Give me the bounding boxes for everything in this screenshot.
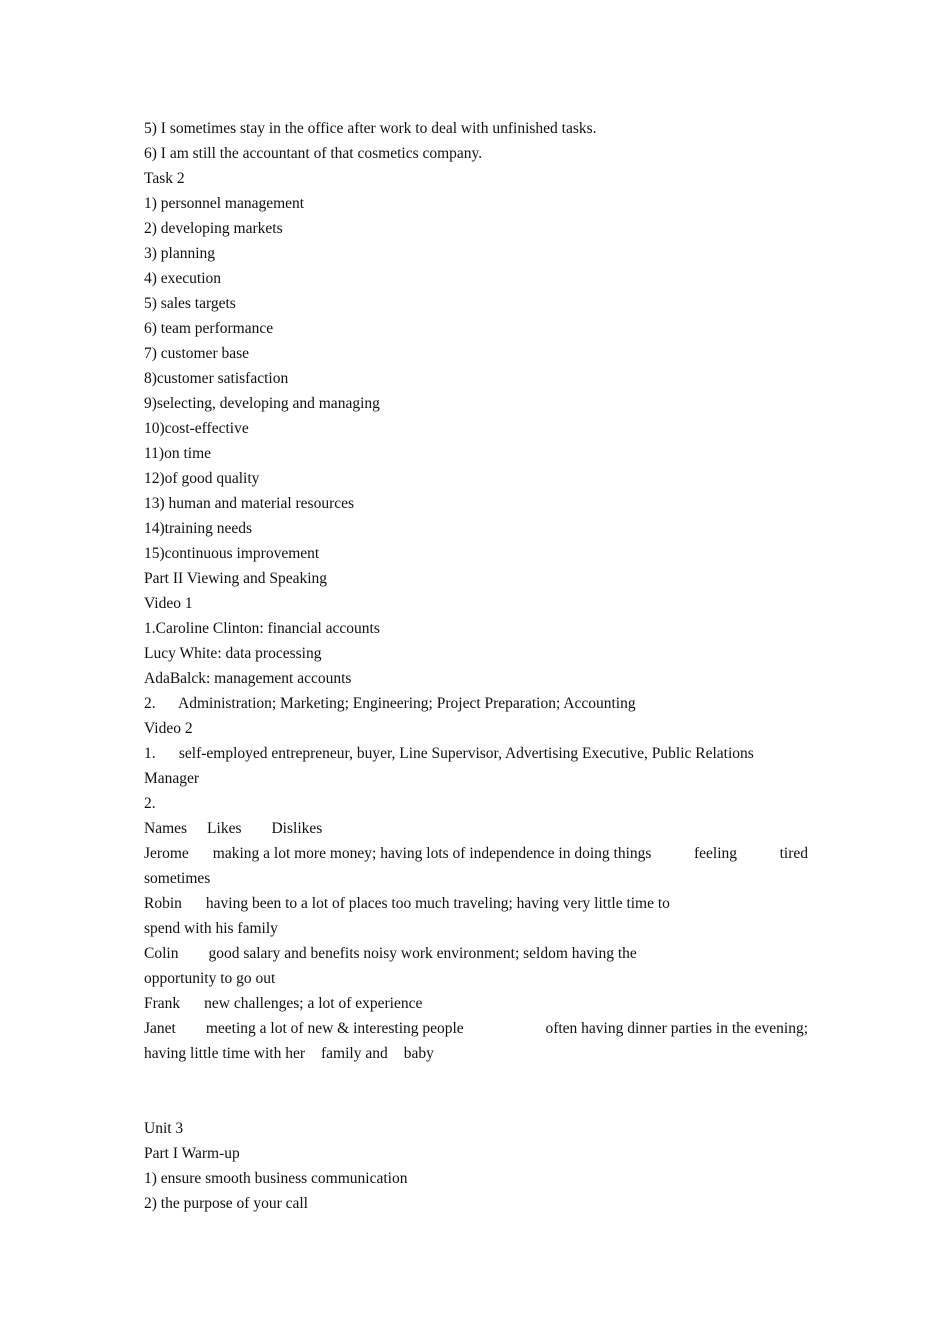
text-line: 10)cost-effective [144, 420, 249, 437]
text-line: 14)training needs [144, 520, 253, 537]
janet-likes: meeting a lot of new & interesting people [205, 1020, 464, 1037]
text-line: 1) ensure smooth business communication [144, 1170, 408, 1187]
section-heading: Video 2 [144, 720, 193, 737]
spacer [144, 1066, 808, 1091]
text-line: 12)of good quality [144, 470, 260, 487]
row-janet-cont [144, 1041, 808, 1066]
text-line: AdaBalck: management accounts [144, 670, 352, 687]
janet-dislikes: often having dinner parties in the evening; [545, 1020, 808, 1037]
jerome-dislikes-a: feeling [693, 845, 738, 862]
text-line: 6) team performance [144, 320, 274, 337]
colin-text: good salary and benefits noisy work environment; seldom having the [208, 945, 637, 962]
name-janet: Janet [144, 1020, 176, 1037]
jerome-likes: making a lot more money; having lots of independence in doing things [212, 845, 652, 862]
name-colin: Colin [144, 945, 179, 962]
text-line: 5) sales targets [144, 295, 236, 312]
text-line: 4) execution [144, 270, 222, 287]
name-jerome: Jerome [144, 845, 189, 862]
text-line: 2) the purpose of your call [144, 1195, 308, 1212]
text-line: 1.Caroline Clinton: financial accounts [144, 620, 380, 637]
text-line: 6) I am still the accountant of that cosmetics company. [144, 145, 483, 162]
spacer [144, 1091, 808, 1116]
text-line: 1. self-employed entrepreneur, buyer, Line Supervisor, Advertising Executive, Public Relations [144, 745, 754, 762]
unit-heading: Unit 3 [144, 1120, 184, 1137]
row-jerome-cont: sometimes [144, 870, 211, 887]
robin-text: having been to a lot of places too much traveling; having very little time to [205, 895, 670, 912]
janet-cont-a: having little time with her [144, 1045, 305, 1062]
text-line: 11)on time [144, 445, 212, 462]
row-colin-cont: opportunity to go out [144, 970, 276, 987]
header-names: Names [144, 820, 188, 837]
document-page [144, 116, 808, 1216]
jerome-dislikes-b: tired [779, 845, 808, 862]
video2-answers [144, 741, 808, 1066]
answers-lower [144, 1116, 808, 1216]
row-jerome [144, 841, 808, 866]
section-heading: Task 2 [144, 170, 185, 187]
row-frank [144, 991, 808, 1016]
row-robin-cont: spend with his family [144, 920, 278, 937]
header-likes: Likes [207, 820, 242, 837]
text-line: 5) I sometimes stay in the office after work to deal with unfinished tasks. [144, 120, 597, 137]
text-line: 2) developing markets [144, 220, 283, 237]
text-line: 2. [144, 795, 156, 812]
header-dislikes: Dislikes [271, 820, 323, 837]
frank-text: new challenges; a lot of experience [204, 995, 423, 1012]
janet-cont-c: baby [403, 1045, 434, 1062]
text-line: 3) planning [144, 245, 216, 262]
section-heading: Video 1 [144, 595, 193, 612]
text-line: Lucy White: data processing [144, 645, 322, 662]
row-robin [144, 891, 808, 916]
text-line: 1) personnel management [144, 195, 305, 212]
janet-cont-b: family and [321, 1045, 388, 1062]
answers-upper [144, 116, 808, 741]
table-header-row [144, 816, 808, 841]
name-frank: Frank [144, 995, 181, 1012]
row-janet [144, 1016, 808, 1041]
name-robin: Robin [144, 895, 182, 912]
section-heading: Part II Viewing and Speaking [144, 570, 328, 587]
text-line: 13) human and material resources [144, 495, 355, 512]
text-line: 9)selecting, developing and managing [144, 395, 380, 412]
text-line: 8)customer satisfaction [144, 370, 289, 387]
text-line: 7) customer base [144, 345, 250, 362]
row-colin [144, 941, 808, 966]
text-line: 2. Administration; Marketing; Engineering; Project Preparation; Accounting [144, 695, 636, 712]
section-heading: Part I Warm-up [144, 1145, 240, 1162]
text-line: Manager [144, 770, 200, 787]
text-line: 15)continuous improvement [144, 545, 320, 562]
